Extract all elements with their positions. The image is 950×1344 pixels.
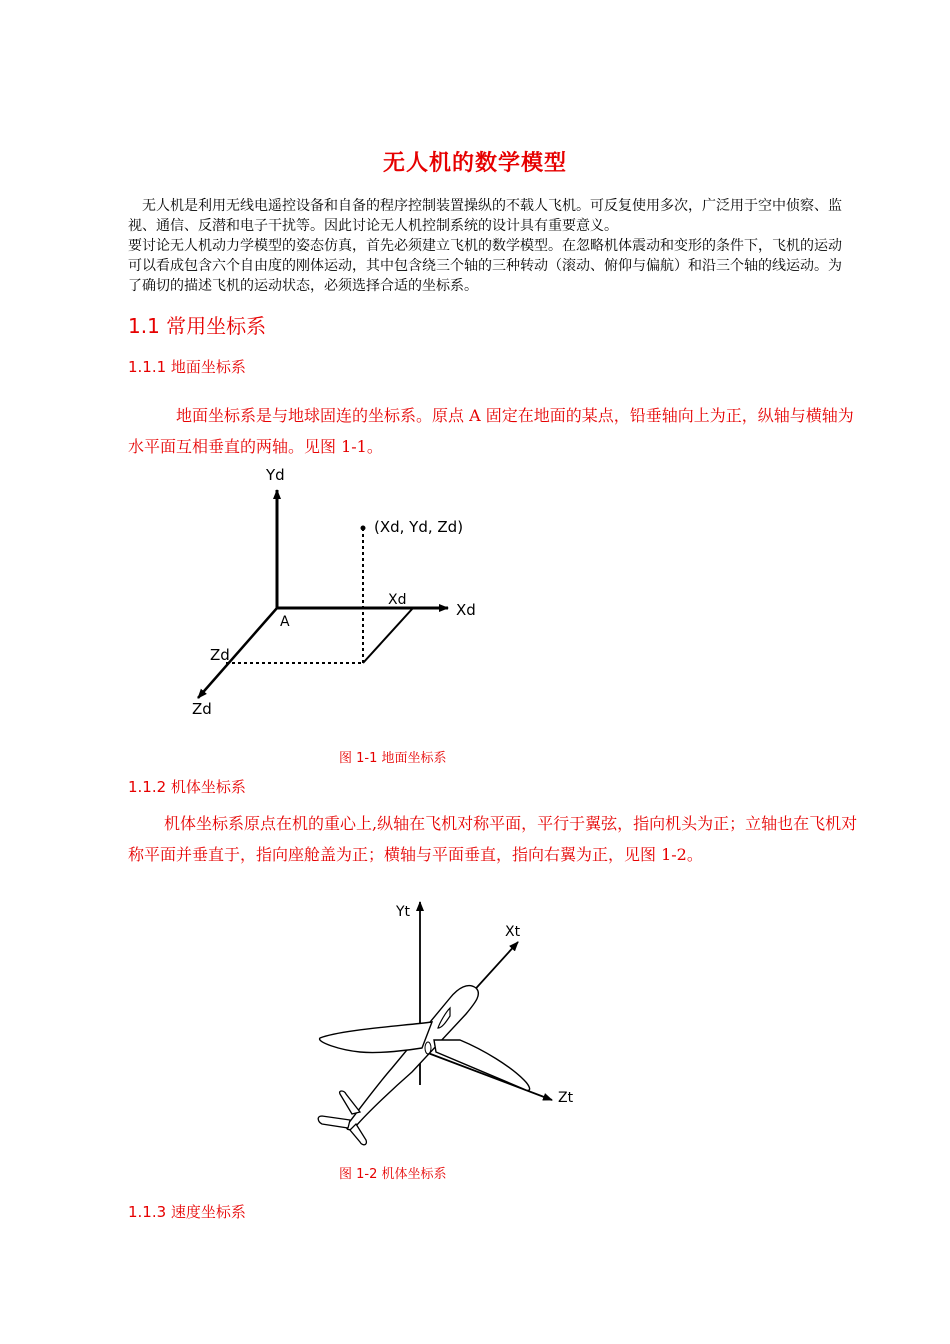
label-yd: Yd bbox=[266, 466, 285, 484]
intro-paragraph-1: 无人机是利用无线电遥控设备和自备的程序控制装置操纵的不载人飞机。可反复使用多次，广泛用于空中侦察、监视、通信、反潜和电子干扰等。因此讨论无人机控制系统的设计具有重要意义。 bbox=[128, 198, 842, 234]
figure-1-1-caption: 图 1-1 地面坐标系 bbox=[339, 751, 447, 766]
aircraft-right-wing bbox=[434, 1040, 530, 1090]
label-zd-axis: Zd bbox=[192, 700, 212, 718]
page-title: 无人机的数学模型 bbox=[382, 150, 567, 176]
intro-paragraph-2: 要讨论无人机动力学模型的姿态仿真，首先必须建立飞机的数学模型。在忽略机体震动和变形的条件下，飞机的运动可以看成包含六个自由度的刚体运动，其中包含绕三个轴的三种转动（滚动、俯仰与偏航）和沿三个轴的线运动。为了确切的描述飞机的运动状态，必须选择合适的坐标系。 bbox=[128, 238, 842, 294]
figure-1-2-caption: 图 1-2 机体坐标系 bbox=[339, 1167, 447, 1182]
label-point: (Xd, Yd, Zd) bbox=[374, 518, 464, 536]
ground-frame-paragraph bbox=[128, 400, 864, 462]
label-zd-proj: Zd bbox=[210, 646, 230, 664]
figure-body-coordinate-system bbox=[300, 890, 590, 1160]
projection-diagonal bbox=[363, 608, 413, 663]
label-xt: Xt bbox=[505, 924, 521, 940]
intro-paragraphs bbox=[128, 196, 854, 296]
section-heading-1-1: 1.1 常用坐标系 bbox=[128, 314, 267, 338]
label-zt: Zt bbox=[558, 1090, 574, 1106]
section-heading-1-1-1: 1.1.1 地面坐标系 bbox=[128, 358, 246, 376]
label-xd-proj: Xd bbox=[388, 592, 407, 608]
aircraft-left-wing bbox=[320, 1022, 432, 1053]
point-marker bbox=[361, 526, 366, 531]
section-heading-1-1-3: 1.1.3 速度坐标系 bbox=[128, 1203, 246, 1221]
section-heading-1-1-2: 1.1.2 机体坐标系 bbox=[128, 778, 246, 796]
aircraft-left-stabilizer bbox=[318, 1116, 350, 1128]
body-frame-paragraph bbox=[128, 808, 864, 870]
label-xd-axis: Xd bbox=[456, 601, 476, 619]
aircraft-vertical-tail bbox=[340, 1091, 360, 1114]
body-frame-text: 机体坐标系原点在机的重心上,纵轴在飞机对称平面，平行于翼弦，指向机头为正；立轴也在飞机对称平面并垂直于，指向座舱盖为正；横轴与平面垂直，指向右翼为正，见图 1-2。 bbox=[128, 814, 858, 864]
aircraft-right-stabilizer bbox=[350, 1124, 366, 1145]
figure-ground-coordinate-system bbox=[180, 460, 520, 720]
label-origin-a: A bbox=[280, 614, 290, 630]
ground-frame-text: 地面坐标系是与地球固连的坐标系。原点 A 固定在地面的某点，铅垂轴向上为正，纵轴与横轴为水平面互相垂直的两轴。见图 1-1。 bbox=[128, 406, 854, 456]
label-yt: Yt bbox=[396, 904, 411, 920]
